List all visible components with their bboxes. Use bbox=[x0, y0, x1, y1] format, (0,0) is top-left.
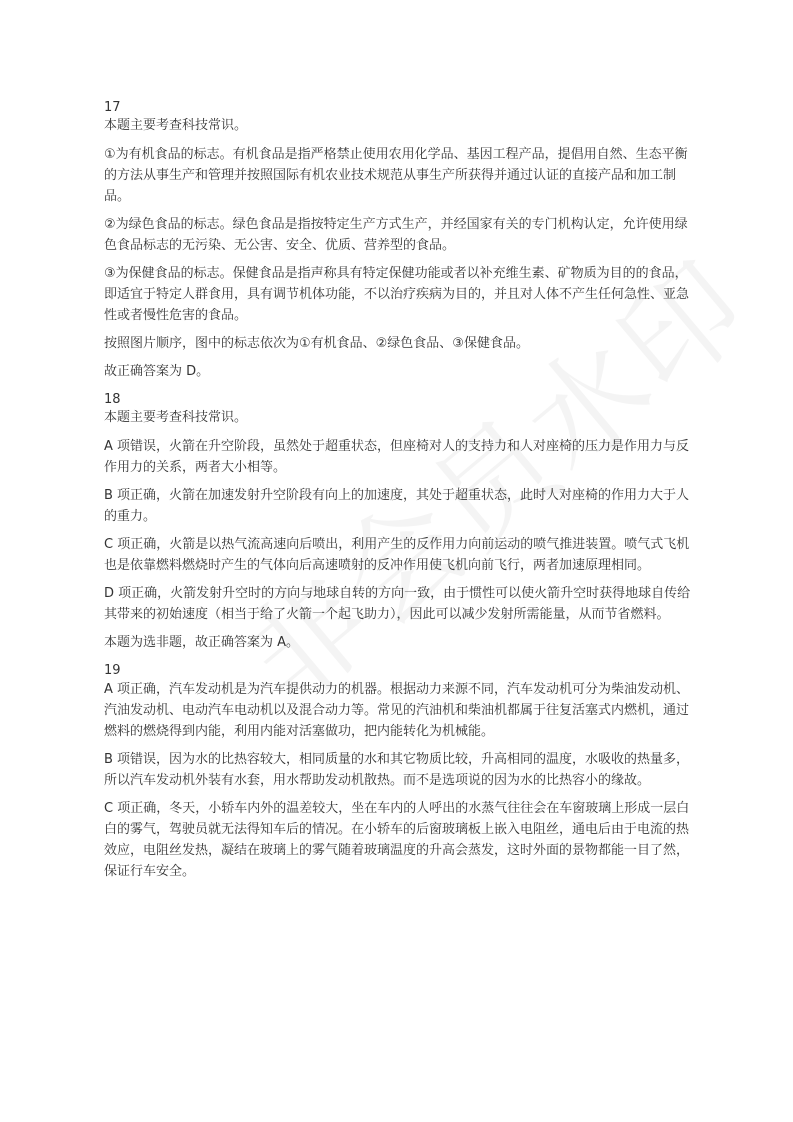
question-18-section bbox=[104, 392, 694, 653]
option-b-explanation: B 项正确，火箭在加速发射升空阶段有向上的加速度，其处于超重状态，此时人对座椅的作用力大于人的重力。 bbox=[104, 488, 690, 524]
answer-paragraph: 本题为选非题，故正确答案为 A。 bbox=[104, 635, 300, 650]
explanation-paragraph: 按照图片顺序，图中的标志依次为①有机食品、②绿色食品、③保健食品。 bbox=[104, 336, 529, 351]
question-19-section bbox=[104, 663, 694, 882]
question-17-section bbox=[104, 100, 694, 382]
answer-paragraph: 故正确答案为 D。 bbox=[104, 364, 210, 379]
explanation-paragraph: ①为有机食品的标志。有机食品是指严格禁止使用农用化学品、基因工程产品，提倡用自然、生态平衡的方法从事生产和管理并按照国际有机农业技术规范从事生产所获得并通过认证的直接产品和加工制品。 bbox=[104, 147, 688, 204]
option-d-explanation: D 项正确，火箭发射升空时的方向与地球自转的方向一致，由于惯性可以使火箭升空时获得地球自传给其带来的初始速度（相当于给了火箭一个起飞助力），因此可以减少发射所需能量，从而节省燃料。 bbox=[104, 586, 691, 622]
explanation-paragraph: ③为保健食品的标志。保健食品是指声称具有特定保健功能或者以补充维生素、矿物质为目的的食品，即适宜于特定人群食用，具有调节机体功能，不以治疗疾病为目的，并且对人体不产生任何急性、亚急性或者慢性危害的食品。 bbox=[104, 266, 690, 323]
explanation-paragraph: ②为绿色食品的标志。绿色食品是指按特定生产方式生产，并经国家有关的专门机构认定，允许使用绿色食品标志的无污染、无公害、安全、优质、营养型的食品。 bbox=[104, 217, 688, 253]
option-a-explanation: A 项错误，火箭在升空阶段，虽然处于超重状态，但座椅对人的支持力和人对座椅的压力是作用力与反作用力的关系，两者大小相等。 bbox=[104, 439, 690, 475]
question-intro: 本题主要考查科技常识。 bbox=[104, 410, 248, 425]
option-a-explanation: A 项正确，汽车发动机是为汽车提供动力的机器。根据动力来源不同，汽车发动机可分为柴油发动机、汽油发动机、电动汽车电动机以及混合动力等。常见的汽油机和柴油机都属于往复活塞式内燃机，通过燃料的燃烧得到内能，利用内能对活塞做功，把内能转化为机械能。 bbox=[104, 682, 690, 739]
answer-document bbox=[104, 100, 694, 892]
option-b-explanation: B 项错误，因为水的比热容较大，相同质量的水和其它物质比较，升高相同的温度，水吸收的热量多，所以汽车发动机外装有水套，用水帮助发动机散热。而不是选项说的因为水的比热容小的缘故。 bbox=[104, 752, 690, 788]
question-number: 17 bbox=[104, 100, 121, 115]
question-number: 19 bbox=[104, 663, 121, 678]
option-c-explanation: C 项正确，火箭是以热气流高速向后喷出，利用产生的反作用力向前运动的喷气推进装置。喷气式飞机也是依靠燃料燃烧时产生的气体向后高速喷射的反冲作用使飞机向前飞行，两者加速原理相同。 bbox=[104, 537, 690, 573]
question-intro: 本题主要考查科技常识。 bbox=[104, 118, 248, 133]
option-c-explanation: C 项正确，冬天，小轿车内外的温差较大，坐在车内的人呼出的水蒸气往往会在车窗玻璃上形成一层白白的雾气，驾驶员就无法得知车后的情况。在小轿车的后窗玻璃板上嵌入电阻丝，通电后由于电流的热效应，电阻丝发热，凝结在玻璃上的雾气随着玻璃温度的升高会蒸发，这时外面的景物都能一目了然，保证行车安全。 bbox=[104, 801, 690, 879]
question-number: 18 bbox=[104, 392, 121, 407]
